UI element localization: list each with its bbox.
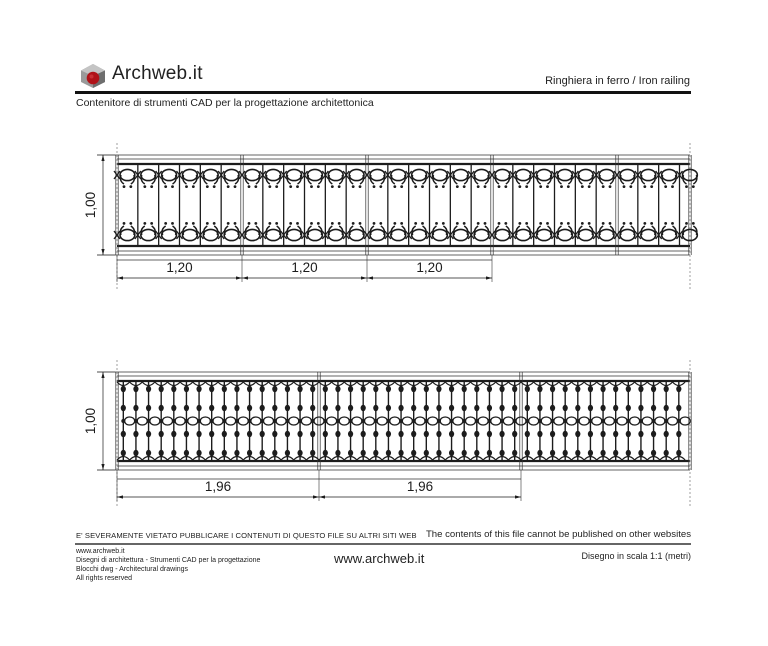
width-dimension-label: 1,96 <box>204 479 232 494</box>
header-subtitle: Contenitore di strumenti CAD per la progettazione architettonica <box>76 97 374 109</box>
width-dimension-label: 1,20 <box>416 260 443 275</box>
width-dimension-label: 1,20 <box>291 260 318 275</box>
railing-scroll <box>83 143 697 291</box>
footer-credits <box>76 547 260 583</box>
footer-line: Blocchi dwg - Architectural drawings <box>76 566 189 573</box>
footer-scale-note: Disegno in scala 1:1 (metri) <box>581 551 691 561</box>
footer-line: All rights reserved <box>76 575 133 582</box>
footer-line: www.archweb.it <box>76 548 125 555</box>
footer-divider <box>75 543 691 545</box>
footer-line: Disegni di architettura - Strumenti CAD per la progettazione <box>76 557 261 564</box>
height-dimension-label: 1,00 <box>83 191 98 219</box>
width-dimension-label: 1,20 <box>166 260 193 275</box>
brand-name: Archweb.it <box>112 63 203 84</box>
drawing-title: Ringhiera in ferro / Iron railing <box>545 75 690 87</box>
width-dimension-label: 1,96 <box>406 479 434 494</box>
footer-warning-italian: E' SEVERAMENTE VIETATO PUBBLICARE I CONTENUTI DI QUESTO FILE SU ALTRI SITI WEB <box>76 531 417 540</box>
height-dimension-label: 1,00 <box>83 407 98 435</box>
footer-website: www.archweb.it <box>334 551 425 566</box>
footer-warning-english: The contents of this file cannot be published on other websites <box>425 529 691 540</box>
railing-baluster <box>83 360 691 506</box>
